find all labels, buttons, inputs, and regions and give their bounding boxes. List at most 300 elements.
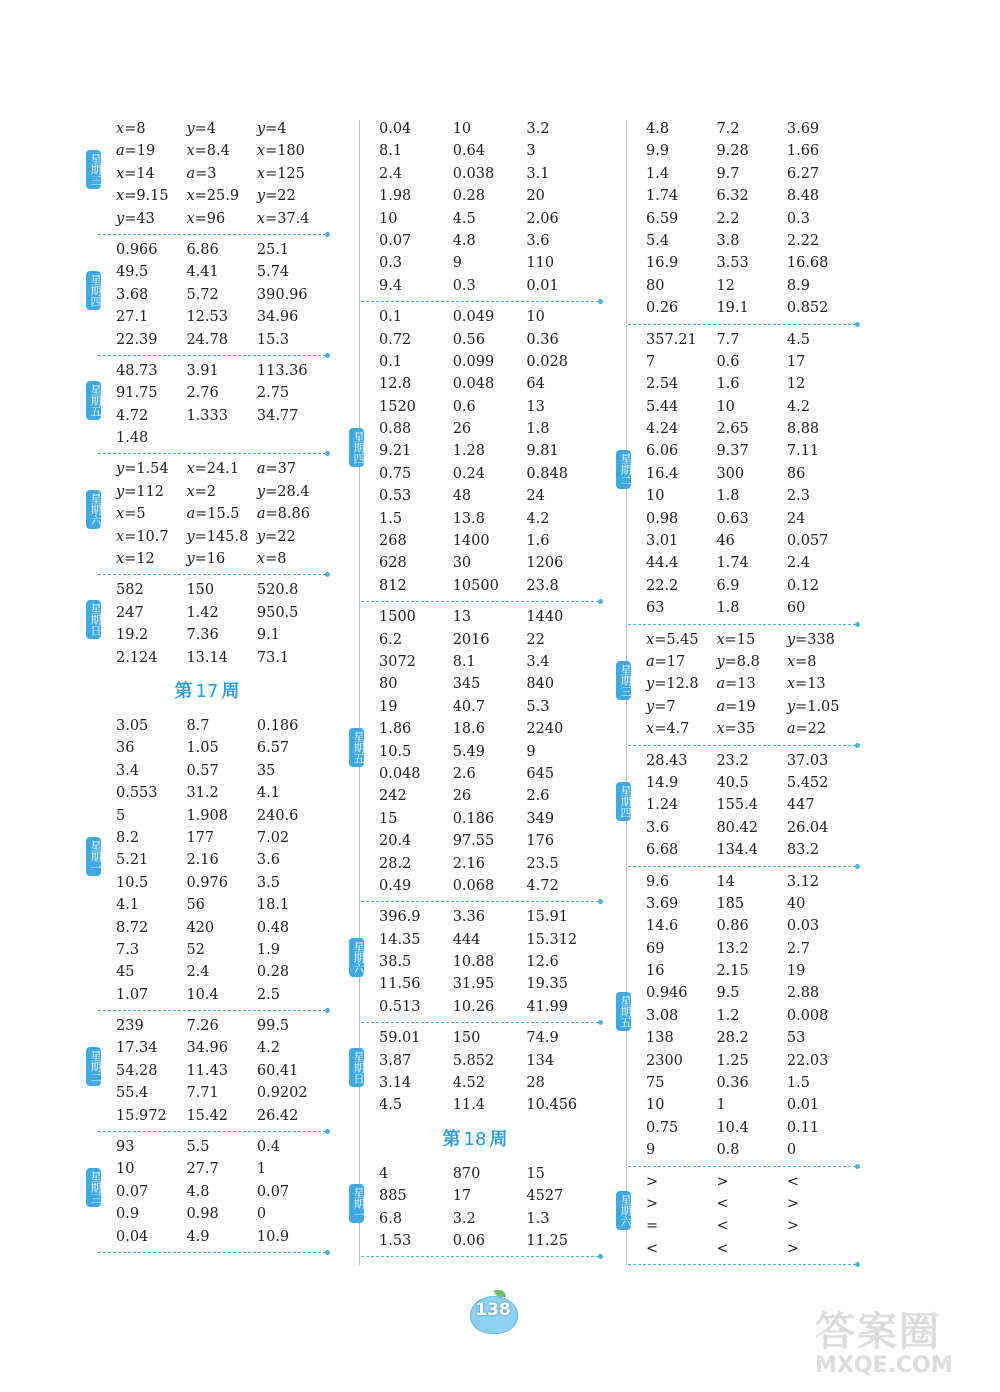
- week-suffix: 周: [489, 1128, 508, 1150]
- column-1: [82, 118, 332, 1257]
- answer-cell: 239: [116, 1018, 144, 1035]
- answer-cell: 3.6: [646, 819, 670, 836]
- answer-cell: 1.48: [116, 430, 149, 447]
- answer-row: [116, 805, 332, 827]
- answer-row: [379, 996, 605, 1018]
- answer-cell: x=180: [256, 143, 305, 160]
- answer-row: [379, 629, 605, 651]
- answer-cell: 9.9: [646, 143, 670, 160]
- answer-row: [379, 785, 605, 807]
- answer-cell: 0.28: [452, 188, 485, 205]
- answer-cell: y=12.8: [646, 676, 699, 693]
- answer-cell: 2.6: [452, 765, 476, 782]
- answer-cell: 110: [526, 255, 555, 272]
- answer-cell: 8.7: [186, 717, 210, 734]
- answer-cell: 28.2: [716, 1030, 749, 1047]
- answer-row: [646, 839, 862, 861]
- answer-cell: 38.5: [379, 954, 412, 971]
- answer-cell: 0: [786, 1142, 797, 1159]
- answer-cell: 582: [116, 582, 144, 599]
- answer-cell: 10.5: [116, 874, 149, 891]
- answer-row: [116, 382, 332, 404]
- answer-cell: 23.2: [716, 752, 749, 769]
- answer-cell: 0.07: [116, 1183, 149, 1200]
- answer-cell: 8.48: [786, 188, 820, 205]
- answer-cell: 2016: [452, 631, 490, 648]
- answer-cell: 10: [116, 1161, 135, 1178]
- answer-section: [82, 1015, 332, 1127]
- answer-cell: y=7: [646, 698, 676, 715]
- answer-cell: 0.36: [526, 331, 559, 348]
- answer-cell: 0.1: [379, 309, 403, 326]
- answer-cell: 13: [452, 609, 472, 626]
- answer-row: [646, 508, 862, 530]
- answer-row: [116, 163, 332, 185]
- answer-cell: 11.25: [526, 1232, 568, 1249]
- answer-cell: 420: [186, 919, 215, 936]
- answer-cell: 2.4: [786, 555, 810, 572]
- answer-cell: y=43: [116, 210, 155, 227]
- answer-cell: 15.312: [526, 931, 578, 948]
- answer-cell: 113.36: [256, 362, 308, 379]
- answer-cell: y=4: [256, 121, 287, 137]
- answer-section: [345, 118, 605, 297]
- page-number-badge: [470, 1290, 518, 1334]
- answer-cell: 6.06: [646, 443, 679, 460]
- answer-cell: 5.74: [256, 264, 290, 281]
- answer-row: [646, 208, 862, 230]
- dashed-divider: [612, 620, 862, 629]
- dashed-divider: [612, 320, 862, 329]
- answer-cell: 97.55: [452, 833, 495, 850]
- answer-cell: 2.75: [256, 385, 290, 402]
- dashed-divider: [82, 570, 332, 579]
- answer-cell: 0.6: [452, 398, 476, 415]
- answer-section: [345, 906, 605, 1018]
- answer-cell: 4.5: [379, 1097, 403, 1114]
- answer-cell: 3.1: [526, 165, 550, 182]
- answer-row: [116, 760, 332, 782]
- answer-cell: y=22: [256, 188, 296, 205]
- answer-cell: 0.24: [452, 465, 485, 482]
- answer-cell: 80.42: [716, 819, 758, 836]
- answer-cell: 0.98: [186, 1206, 219, 1223]
- answer-row: [379, 208, 605, 230]
- answer-row: [116, 1060, 332, 1082]
- answer-cell: 0.01: [786, 1097, 820, 1114]
- answer-row: [379, 508, 605, 530]
- answer-cell: 10.4: [186, 986, 219, 1003]
- watermark: [815, 1300, 995, 1390]
- answer-cell: 1440: [526, 609, 564, 626]
- answer-cell: 5.3: [526, 698, 550, 715]
- answer-cell: 4.5: [786, 331, 810, 348]
- answer-cell: 7.2: [716, 121, 740, 137]
- answer-row: [646, 252, 862, 274]
- answer-row: [646, 1238, 862, 1260]
- answer-row: [379, 606, 605, 628]
- answer-cell: 150: [186, 582, 215, 599]
- weekday-tag: 星期四: [349, 428, 364, 467]
- answer-cell: x=14: [116, 165, 155, 182]
- answer-cell: 23.8: [526, 577, 559, 594]
- answer-cell: 99.5: [256, 1018, 290, 1035]
- answer-cell: 5.4: [646, 232, 670, 249]
- answer-cell: 4.72: [526, 877, 559, 894]
- answer-cell: <: [786, 1173, 800, 1190]
- answer-cell: 0.3: [786, 210, 810, 227]
- answer-row: [116, 894, 332, 916]
- weekday-tag: 星期六: [616, 1191, 631, 1230]
- answer-cell: 56: [186, 897, 205, 914]
- answer-row: [116, 1082, 332, 1104]
- answer-cell: 2.4: [379, 165, 403, 182]
- answer-cell: 23.5: [526, 855, 559, 872]
- weekday-tag: 星期二: [616, 450, 631, 489]
- answer-cell: y=4: [186, 121, 217, 137]
- answer-section: [82, 579, 332, 669]
- answer-cell: [186, 427, 256, 449]
- answer-cell: x=13: [786, 676, 826, 693]
- answer-row: [646, 418, 862, 440]
- answer-cell: a=37: [256, 461, 297, 478]
- answer-cell: 12: [786, 376, 806, 393]
- answer-section: [612, 1171, 862, 1261]
- answer-cell: 1.6: [526, 533, 550, 550]
- answer-row: [379, 530, 605, 552]
- answer-row: [646, 440, 862, 462]
- answer-row: [379, 418, 605, 440]
- answer-row: [116, 737, 332, 759]
- answer-cell: 10.26: [452, 998, 495, 1015]
- answer-cell: 0.86: [716, 918, 749, 935]
- answer-cell: 3.4: [116, 762, 140, 779]
- answer-cell: 0.976: [186, 874, 228, 891]
- week-number: 17: [195, 680, 219, 702]
- answer-cell: 69: [646, 940, 665, 957]
- answer-row: [116, 208, 332, 230]
- answer-row: [646, 351, 862, 373]
- weekday-tag: 星期三: [86, 150, 101, 189]
- answer-row: [379, 651, 605, 673]
- answer-cell: 26.42: [256, 1107, 299, 1124]
- answer-section: [612, 118, 862, 320]
- answer-row: [646, 1005, 862, 1027]
- answer-cell: 4.52: [452, 1075, 485, 1092]
- answer-cell: 0.049: [452, 309, 495, 326]
- answer-cell: 63: [646, 600, 665, 617]
- answer-cell: 950.5: [256, 604, 299, 621]
- answer-cell: <: [646, 1240, 659, 1257]
- answer-row: [379, 329, 605, 351]
- answer-row: [116, 239, 332, 261]
- answer-cell: 12.8: [379, 376, 412, 393]
- answer-cell: 1: [716, 1097, 726, 1114]
- answer-cell: 0.64: [452, 143, 485, 160]
- answer-cell: 0.26: [646, 300, 679, 317]
- answer-cell: 26: [452, 421, 472, 438]
- answer-cell: 185: [716, 895, 745, 912]
- answer-cell: x=12: [116, 551, 155, 568]
- answer-cell: 628: [379, 555, 407, 572]
- answer-row: [116, 961, 332, 983]
- answer-cell: 0.49: [379, 877, 412, 894]
- answer-cell: x=2: [186, 483, 216, 500]
- week-heading: [345, 1117, 605, 1163]
- answer-cell: 150: [452, 1030, 481, 1047]
- answer-row: [379, 118, 605, 140]
- answer-cell: 0.57: [186, 762, 219, 779]
- answer-row: [646, 915, 862, 937]
- answer-row: [116, 360, 332, 382]
- answer-cell: 1400: [452, 533, 490, 550]
- answer-cell: 9.37: [716, 443, 749, 460]
- answer-cell: 390.96: [256, 286, 308, 303]
- answer-row: [116, 427, 332, 449]
- dashed-divider: [612, 862, 862, 871]
- answer-cell: a=19: [716, 698, 756, 715]
- answer-cell: 37.03: [786, 752, 829, 769]
- answer-cell: 0.98: [646, 510, 679, 527]
- answer-cell: 357.21: [646, 331, 697, 348]
- answer-row: [379, 575, 605, 597]
- answer-cell: 18.1: [256, 897, 290, 914]
- answer-cell: y=8.8: [716, 653, 760, 670]
- answer-cell: 19: [379, 698, 398, 715]
- answer-cell: 1.9: [256, 941, 280, 958]
- answer-cell: 2.124: [116, 649, 158, 666]
- answer-row: [379, 673, 605, 695]
- answer-cell: 0.8: [716, 1142, 740, 1159]
- answer-cell: 0.3: [379, 255, 403, 272]
- answer-cell: 1.05: [186, 740, 219, 757]
- answer-row: [646, 485, 862, 507]
- answer-row: [116, 647, 332, 669]
- answer-cell: 2.15: [716, 963, 749, 980]
- answer-cell: 40: [786, 895, 806, 912]
- answer-cell: 15.91: [526, 909, 568, 926]
- answer-row: [116, 1181, 332, 1203]
- answer-cell: 1.8: [526, 421, 550, 438]
- answer-cell: 7.71: [186, 1085, 219, 1102]
- answer-cell: 9.7: [716, 165, 740, 182]
- answer-cell: 2.16: [452, 855, 485, 872]
- answer-cell: 4.2: [786, 398, 810, 415]
- answer-cell: 2.06: [526, 210, 559, 227]
- answer-cell: 80: [646, 277, 665, 294]
- answer-row: [646, 297, 862, 319]
- answer-cell: 2.4: [186, 964, 210, 981]
- answer-cell: x=8: [256, 551, 287, 568]
- answer-row: [379, 718, 605, 740]
- answer-row: [646, 817, 862, 839]
- answer-cell: 138: [646, 1030, 674, 1047]
- answer-cell: x=35: [716, 721, 756, 738]
- answer-cell: 0.07: [379, 232, 412, 249]
- dashed-divider: [345, 1252, 605, 1261]
- answer-cell: 5.5: [186, 1139, 210, 1156]
- answer-row: [116, 849, 332, 871]
- weekday-tag: 星期四: [616, 782, 631, 821]
- answer-cell: 396.9: [379, 909, 421, 926]
- answer-row: [646, 960, 862, 982]
- answer-cell: 0.75: [646, 1119, 679, 1136]
- answer-cell: 0.63: [716, 510, 749, 527]
- answer-row: [646, 230, 862, 252]
- answer-row: [379, 373, 605, 395]
- answer-section: [612, 750, 862, 862]
- week-heading: [82, 669, 332, 715]
- answer-cell: x=37.4: [256, 210, 310, 227]
- answer-cell: 9: [452, 255, 462, 272]
- answer-cell: x=125: [256, 165, 305, 182]
- answer-row: [116, 1037, 332, 1059]
- answer-row: [116, 306, 332, 328]
- dashed-divider: [345, 597, 605, 606]
- answer-row: [379, 1208, 605, 1230]
- answer-cell: 24: [786, 510, 806, 527]
- answer-cell: 15.42: [186, 1107, 228, 1124]
- answer-cell: x=8: [786, 653, 817, 670]
- answer-cell: >: [646, 1195, 659, 1212]
- answer-cell: 20.4: [379, 833, 412, 850]
- answer-cell: 10.88: [452, 954, 495, 971]
- answer-cell: 1.6: [716, 376, 740, 393]
- answer-cell: 0.06: [452, 1232, 485, 1249]
- answer-cell: 4.24: [646, 421, 679, 438]
- answer-row: [116, 827, 332, 849]
- answer-cell: 14.9: [646, 774, 679, 791]
- answer-row: [379, 463, 605, 485]
- answer-cell: y=338: [786, 631, 835, 648]
- answer-row: [379, 973, 605, 995]
- weekday-tag: 星期日: [86, 600, 101, 639]
- answer-cell: x=10.7: [116, 528, 169, 545]
- answer-cell: 300: [716, 465, 745, 482]
- weekday-tag: 星期一: [349, 1184, 364, 1223]
- dashed-divider: [345, 1018, 605, 1027]
- answer-row: [646, 185, 862, 207]
- answer-cell: y=28.4: [256, 483, 310, 500]
- answer-cell: 447: [786, 797, 815, 814]
- answer-row: [646, 1139, 862, 1161]
- answer-cell: 75: [646, 1075, 665, 1092]
- answer-cell: y=22: [256, 528, 296, 545]
- answer-cell: 885: [379, 1188, 407, 1205]
- answer-row: [116, 1158, 332, 1180]
- answer-cell: 0.6: [716, 353, 740, 370]
- answer-cell: 134: [526, 1052, 555, 1069]
- answer-section: [612, 871, 862, 1162]
- answer-row: [646, 673, 862, 695]
- answer-cell: 10.4: [716, 1119, 749, 1136]
- answer-cell: 34.77: [256, 407, 299, 424]
- answer-cell: 3.36: [452, 909, 485, 926]
- answer-row: [646, 396, 862, 418]
- answer-cell: <: [716, 1240, 729, 1257]
- answer-cell: 7.02: [256, 829, 290, 846]
- answer-cell: a=3: [186, 165, 217, 182]
- answer-cell: 13.2: [716, 940, 749, 957]
- answer-cell: 247: [116, 604, 144, 621]
- answer-cell: 1.74: [646, 188, 679, 205]
- answer-cell: 80: [379, 676, 398, 693]
- answer-cell: 7.7: [716, 331, 740, 348]
- answer-cell: 0.04: [116, 1228, 149, 1245]
- answer-cell: 52: [186, 941, 205, 958]
- answer-cell: 8.88: [786, 421, 820, 438]
- answer-cell: 1.42: [186, 604, 219, 621]
- answer-cell: x=25.9: [186, 188, 240, 205]
- answer-cell: 6.27: [786, 165, 820, 182]
- answer-cell: 0.028: [526, 353, 568, 370]
- answer-cell: 1.3: [526, 1210, 550, 1227]
- answer-cell: 3.69: [786, 121, 820, 137]
- answer-cell: 10.5: [379, 743, 412, 760]
- answer-cell: 7.36: [186, 627, 219, 644]
- answer-row: [116, 1203, 332, 1225]
- answer-cell: 40.5: [716, 774, 749, 791]
- answer-cell: 0.946: [646, 985, 688, 1002]
- answer-cell: 10: [526, 309, 545, 326]
- answer-cell: >: [786, 1195, 800, 1212]
- column-3: [612, 118, 862, 1269]
- answer-cell: 83.2: [786, 842, 820, 859]
- answer-cell: 40.7: [452, 698, 485, 715]
- dashed-divider: [612, 1162, 862, 1171]
- answer-cell: 34.96: [256, 309, 299, 326]
- answer-section: [612, 329, 862, 620]
- answer-row: [646, 1050, 862, 1072]
- answer-cell: 3.08: [646, 1007, 679, 1024]
- answer-cell: 3.2: [526, 121, 550, 137]
- answer-cell: 3.05: [116, 717, 149, 734]
- answer-row: [379, 906, 605, 928]
- answer-section: [82, 1136, 332, 1248]
- answer-cell: 3.68: [116, 286, 149, 303]
- answer-row: [646, 1193, 862, 1215]
- answer-row: [116, 503, 332, 525]
- answer-cell: 3.69: [646, 895, 679, 912]
- answer-cell: 1.98: [379, 188, 412, 205]
- answer-cell: y=145.8: [186, 528, 249, 545]
- dashed-divider: [82, 351, 332, 360]
- answer-cell: 444: [452, 931, 481, 948]
- answer-cell: 2.88: [786, 985, 820, 1002]
- answer-cell: 5.452: [786, 774, 829, 791]
- answer-cell: 1: [256, 1161, 267, 1178]
- weekday-tag: 星期三: [616, 661, 631, 700]
- answer-cell: 13.14: [186, 649, 228, 666]
- answer-cell: >: [786, 1218, 800, 1235]
- answer-cell: 8.72: [116, 919, 149, 936]
- answer-cell: 2.16: [186, 852, 219, 869]
- answer-row: [646, 163, 862, 185]
- answer-cell: 0.008: [786, 1007, 829, 1024]
- dashed-divider: [612, 1260, 862, 1269]
- answer-cell: 242: [379, 788, 407, 805]
- answer-cell: 4.2: [526, 510, 550, 527]
- answer-row: [379, 163, 605, 185]
- answer-cell: 3.91: [186, 362, 219, 379]
- answer-cell: a=13: [716, 676, 756, 693]
- answer-cell: 0.56: [452, 331, 485, 348]
- answer-cell: 19.2: [116, 627, 149, 644]
- answer-cell: 2.6: [526, 788, 550, 805]
- answer-cell: 2.65: [716, 421, 749, 438]
- answer-row: [379, 185, 605, 207]
- answer-row: [646, 696, 862, 718]
